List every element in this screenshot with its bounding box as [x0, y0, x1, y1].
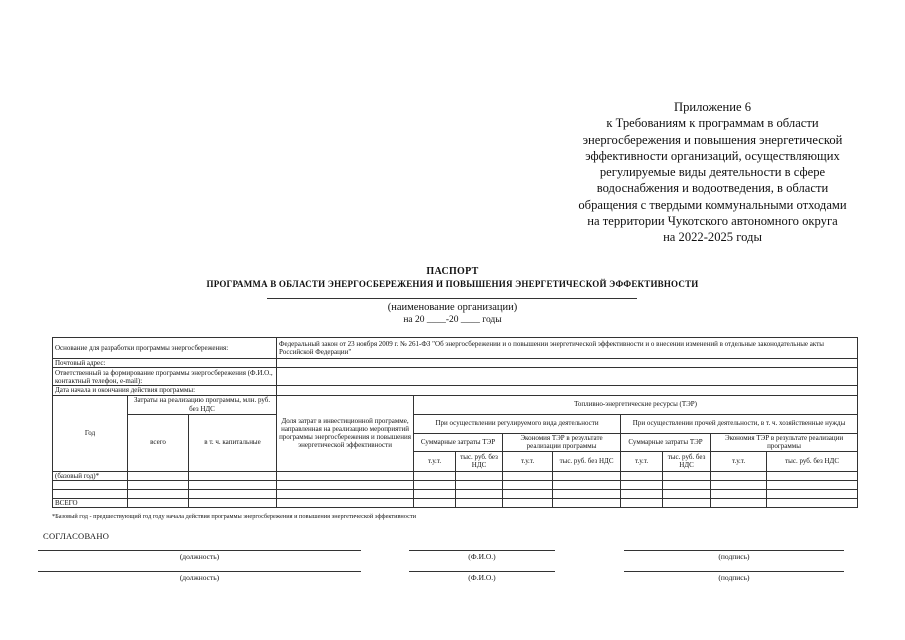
oth-total-costs-header: Суммарные затраты ТЭР [621, 433, 711, 451]
table-cell[interactable] [456, 480, 503, 489]
org-name-caption: (наименование организации) [387, 302, 518, 313]
table-cell[interactable] [189, 498, 277, 507]
table-cell[interactable] [621, 489, 663, 498]
table-cell[interactable] [456, 498, 503, 507]
table-cell[interactable] [414, 471, 456, 480]
table-cell[interactable] [553, 471, 621, 480]
appendix-line: на территории Чукотского автономного округа [587, 214, 838, 229]
table-cell[interactable] [128, 480, 189, 489]
postal-address-label: Почтовый адрес: [53, 359, 277, 368]
table-cell[interactable] [456, 489, 503, 498]
total-col-header: всего [128, 414, 189, 471]
reg-savings-rub-header: тыс. руб. без НДС [553, 451, 621, 471]
appendix-line: на 2022-2025 годы [663, 230, 762, 245]
reg-savings-header: Экономия ТЭР в результате реализации программы [503, 433, 621, 451]
table-cell[interactable] [456, 471, 503, 480]
table-cell[interactable] [711, 498, 767, 507]
table-cell[interactable] [767, 480, 858, 489]
table-cell[interactable] [553, 498, 621, 507]
appendix-line: к Требованиям к программам в области [606, 116, 819, 131]
program-period: на 20 ____-20 ____ годы [403, 315, 502, 325]
fio-caption-2: (Ф.И.О.) [468, 573, 496, 582]
dates-label: Дата начала и окончания действия программы: [53, 386, 277, 395]
table-cell[interactable] [53, 480, 128, 489]
table-cell[interactable] [711, 471, 767, 480]
basis-value: Федеральный закон от 23 ноября 2009 г. № 261-ФЗ "Об энергосбережении и о повышении энергетической эффективности и о внесении изменений в отдельные законодательные акты Российской Федерации" [277, 338, 858, 359]
table-row [53, 471, 858, 480]
table-cell[interactable] [711, 489, 767, 498]
table-cell[interactable] [53, 489, 128, 498]
table-cell[interactable] [711, 480, 767, 489]
responsible-label: Ответственный за формирование программы энергосбережения (Ф.И.О., контактный телефон, e-mail): [53, 368, 277, 386]
responsible-value[interactable] [277, 368, 858, 386]
position-line-1 [38, 550, 361, 551]
fio-line-1 [409, 550, 555, 551]
table-cell[interactable] [621, 498, 663, 507]
table-cell[interactable] [767, 489, 858, 498]
appendix-line: водоснабжения и водоотведения, в области [596, 181, 829, 196]
reg-total-costs-header: Суммарные затраты ТЭР [414, 433, 503, 451]
table-cell[interactable] [663, 471, 711, 480]
table-cell[interactable] [553, 480, 621, 489]
agreed-label: СОГЛАСОВАНО [43, 531, 110, 541]
table-cell[interactable] [189, 489, 277, 498]
table-cell[interactable] [414, 480, 456, 489]
table-cell[interactable] [767, 471, 858, 480]
table-cell[interactable] [277, 489, 414, 498]
footnote: *Базовый год - предшествующий год году начала действия программы энергосбережения и повышения энергетической эффективности [52, 513, 417, 520]
reg-costs-rub-header: тыс. руб. без НДС [456, 451, 503, 471]
fio-caption-1: (Ф.И.О.) [468, 552, 496, 561]
oth-costs-rub-header: тыс. руб. без НДС [663, 451, 711, 471]
signature-line-1 [624, 550, 844, 551]
regulated-activity-header: При осуществлении регулируемого вида деятельности [414, 414, 621, 433]
oth-savings-tut-header: т.у.т. [711, 451, 767, 471]
table-cell[interactable] [503, 471, 553, 480]
table-cell[interactable] [128, 498, 189, 507]
signature-caption-1: (подпись) [718, 552, 750, 561]
reg-savings-tut-header: т.у.т. [503, 451, 553, 471]
incl-capital-header: в т. ч. капитальные [189, 414, 277, 471]
table-cell[interactable] [503, 489, 553, 498]
passport-title: ПАСПОРТ [426, 266, 479, 277]
other-activity-header: При осуществлении прочей деятельности, в т. ч. хозяйственные нужды [621, 414, 858, 433]
appendix-line: обращения с твердыми коммунальными отходами [578, 197, 847, 212]
reg-costs-tut-header: т.у.т. [414, 451, 456, 471]
position-line-2 [38, 571, 361, 572]
table-cell[interactable] [767, 498, 858, 507]
passport-table [52, 337, 858, 508]
total-row-label: ВСЕГО [53, 498, 128, 507]
position-caption-1: (должность) [179, 552, 220, 561]
table-row [53, 480, 858, 489]
appendix-line: регулируемые виды деятельности в сфере [599, 165, 826, 180]
fer-header: Топливно-энергетические ресурсы (ТЭР) [414, 395, 858, 414]
appendix-block [560, 99, 865, 246]
program-title: ПРОГРАММА В ОБЛАСТИ ЭНЕРГОСБЕРЕЖЕНИЯ И ПОВЫШЕНИЯ ЭНЕРГЕТИЧЕСКОЙ ЭФФЕКТИВНОСТИ [206, 279, 699, 289]
table-cell[interactable] [503, 480, 553, 489]
org-name-line [267, 298, 637, 299]
table-cell[interactable] [277, 480, 414, 489]
base-year-label: (базовый год)* [53, 471, 128, 480]
table-row [53, 489, 858, 498]
appendix-line: Приложение 6 [673, 100, 752, 114]
table-cell[interactable] [277, 471, 414, 480]
appendix-line: эффективности организаций, осуществляющих [585, 148, 840, 163]
oth-savings-rub-header: тыс. руб. без НДС [767, 451, 858, 471]
table-row [53, 498, 858, 507]
invest-share-header: Доля затрат в инвестиционной программе, направленная на реализацию мероприятий программы энергосбережения и повышения энергетической эффективности [277, 395, 414, 471]
signature-line-2 [624, 571, 844, 572]
table-cell[interactable] [128, 489, 189, 498]
table-cell[interactable] [503, 498, 553, 507]
position-caption-2: (должность) [179, 573, 220, 582]
costs-header: Затраты на реализацию программы, млн. руб. без НДС [128, 395, 277, 414]
table-cell[interactable] [621, 480, 663, 489]
table-cell[interactable] [553, 489, 621, 498]
oth-costs-tut-header: т.у.т. [621, 451, 663, 471]
oth-savings-header: Экономия ТЭР в результате реализации программы [711, 433, 858, 451]
table-cell[interactable] [128, 471, 189, 480]
table-cell[interactable] [663, 498, 711, 507]
table-cell[interactable] [414, 489, 456, 498]
table-cell[interactable] [663, 489, 711, 498]
fio-line-2 [409, 571, 555, 572]
postal-address-value[interactable] [277, 359, 858, 368]
table-cell[interactable] [414, 498, 456, 507]
table-cell[interactable] [189, 471, 277, 480]
year-header: Год [53, 395, 128, 471]
table-cell[interactable] [277, 498, 414, 507]
table-cell[interactable] [663, 480, 711, 489]
basis-label: Основание для разработки программы энергосбережения: [53, 338, 277, 359]
table-cell[interactable] [621, 471, 663, 480]
appendix-line: энергосбережения и повышения энергетической [582, 132, 843, 147]
table-cell[interactable] [189, 480, 277, 489]
dates-value[interactable] [277, 386, 858, 395]
signature-caption-2: (подпись) [718, 573, 750, 582]
